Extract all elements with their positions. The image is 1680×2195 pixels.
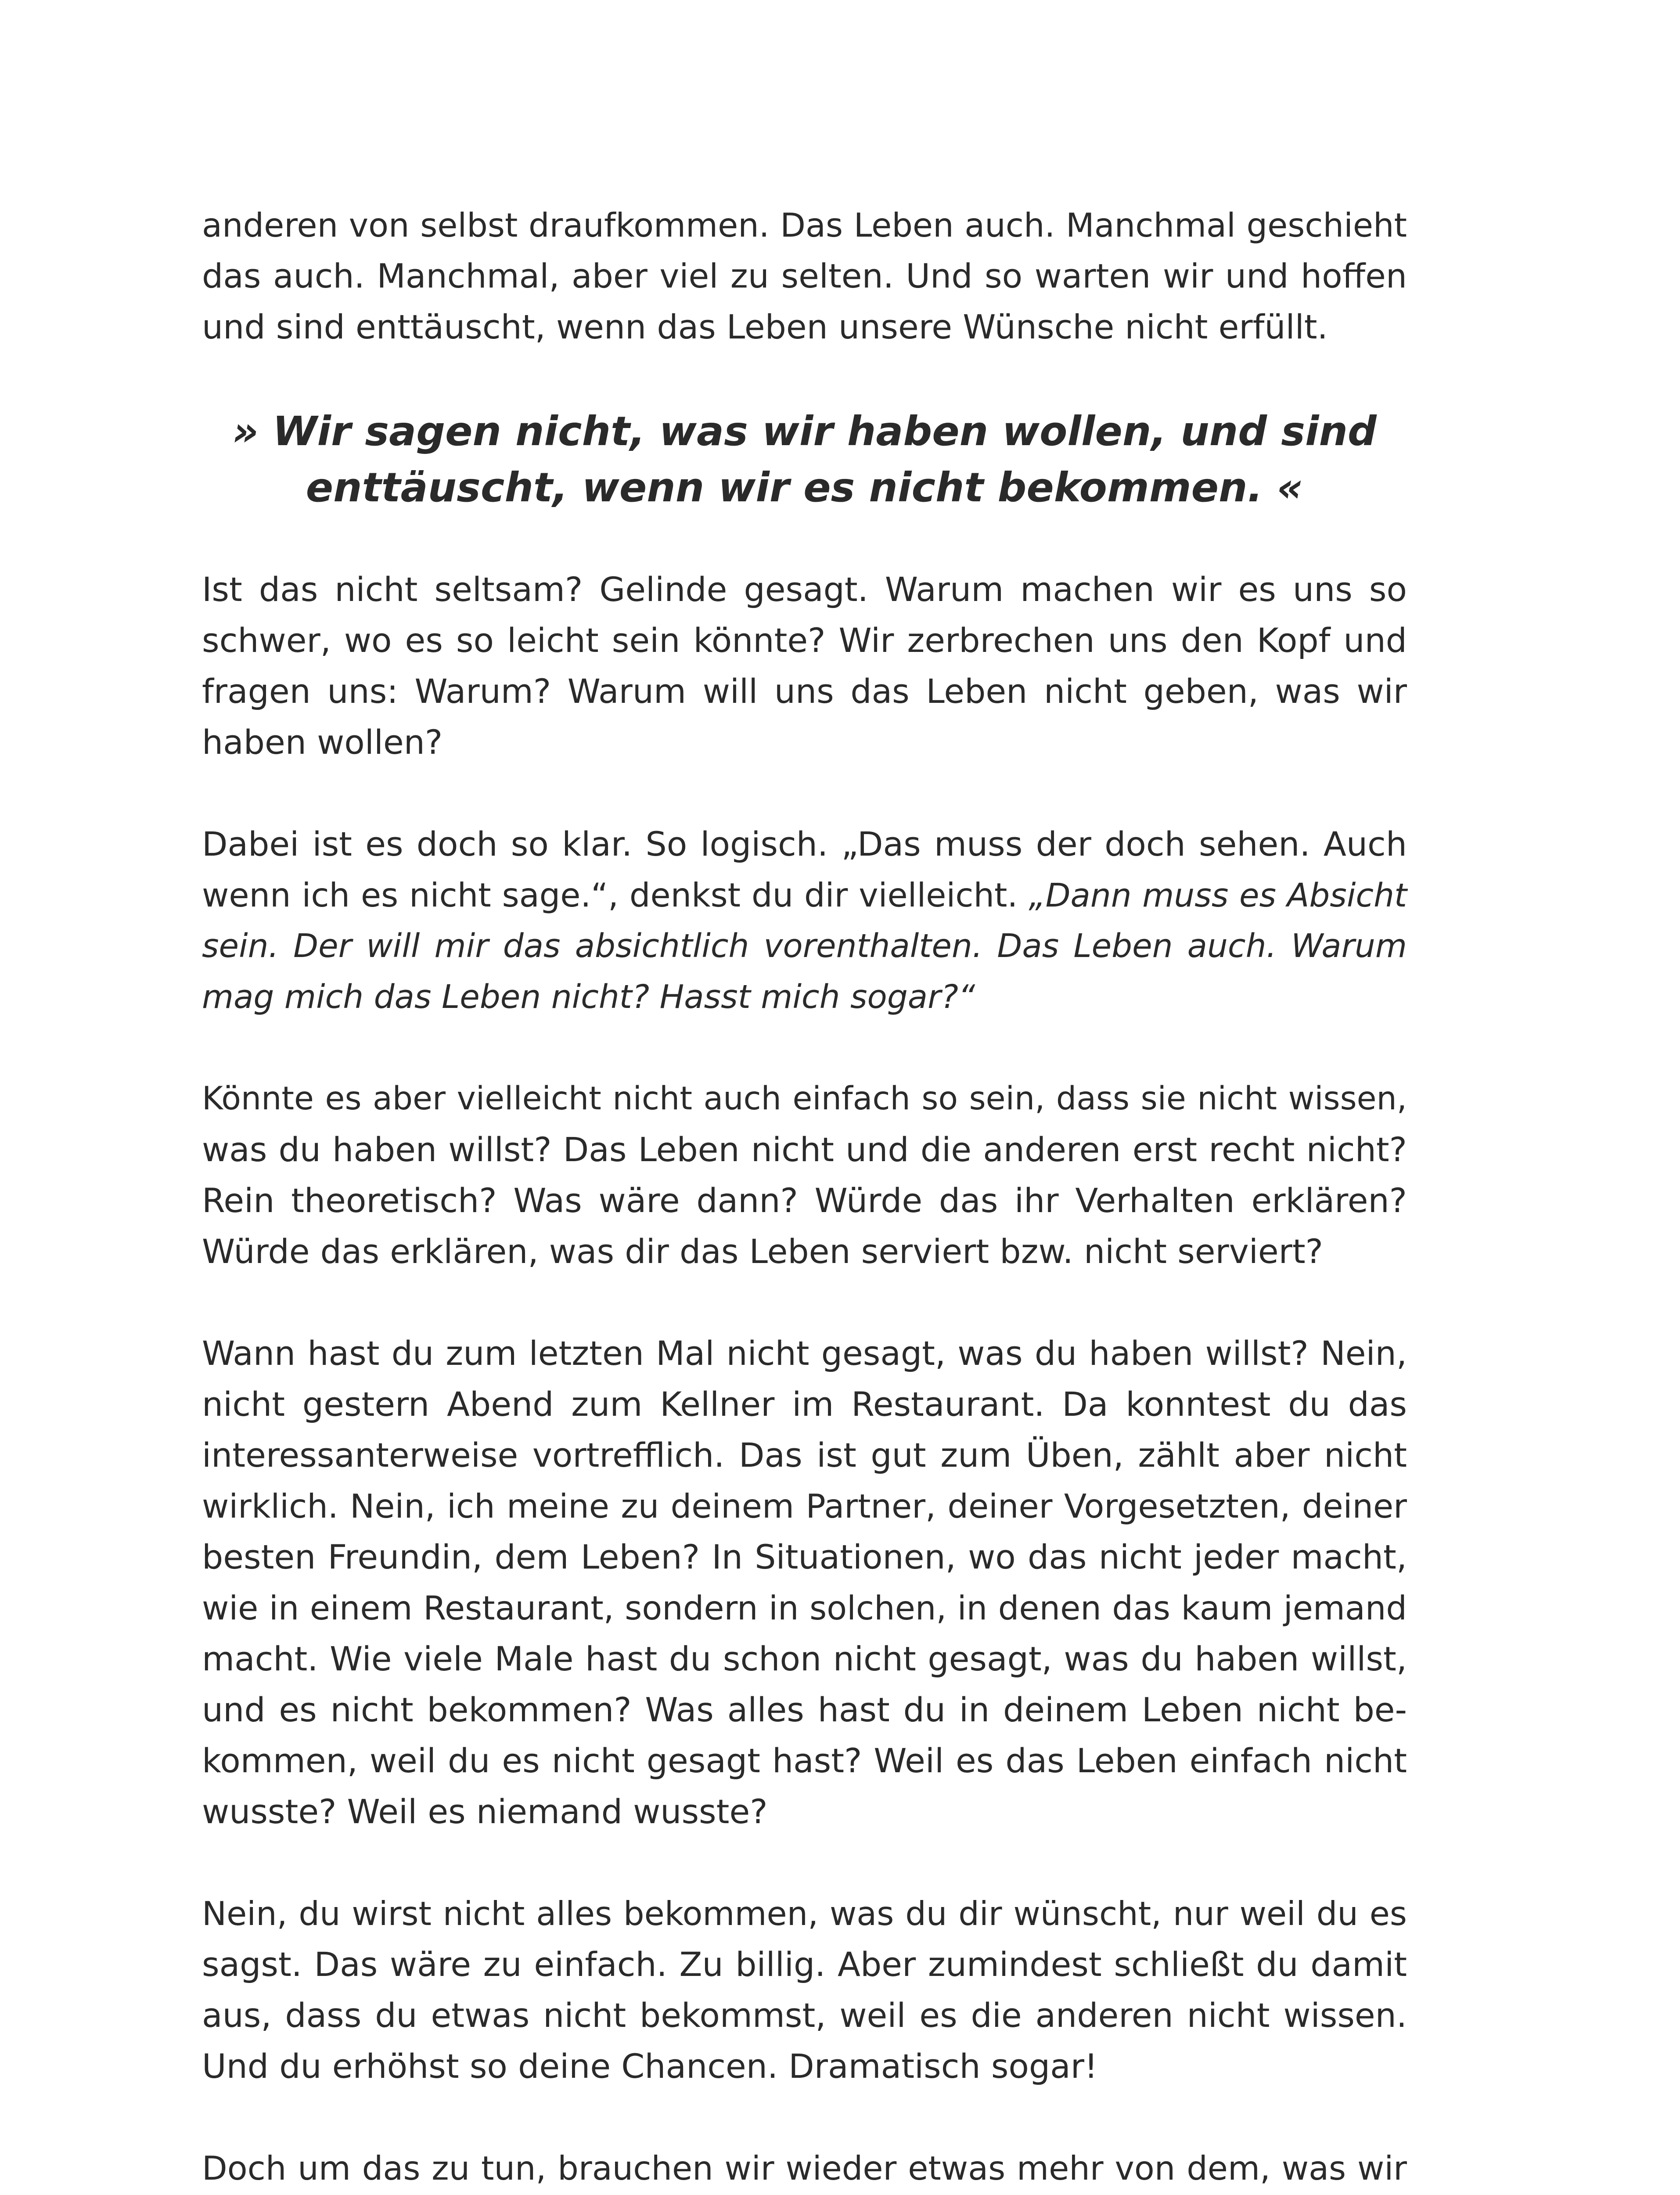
text-line: schwer, wo es so leicht sein könnte? Wir zerbrechen uns den Kopf und bbox=[202, 621, 1407, 660]
text-line: fragen uns: Warum? Warum will uns das Leben nicht geben, was wir bbox=[202, 672, 1407, 711]
text-line: kommen, weil du es nicht gesagt hast? Weil es das Leben einfach nicht bbox=[202, 1741, 1407, 1780]
text-line: haben wollen? bbox=[202, 723, 443, 762]
pull-quote bbox=[202, 403, 1407, 516]
text-italic: „Dann muss es Absicht bbox=[1029, 877, 1407, 914]
page-body bbox=[202, 200, 1407, 2195]
pull-quote-line: » Wir sagen nicht, was wir haben wollen, und sind bbox=[232, 408, 1377, 455]
text-line: Könnte es aber vielleicht nicht auch einfach so sein, dass sie nicht wissen, bbox=[202, 1080, 1407, 1117]
text-line bbox=[202, 870, 1407, 921]
text-line: besten Freundin, dem Leben? In Situationen, wo das nicht jeder macht, bbox=[202, 1537, 1407, 1576]
text-line-italic: sein. Der will mir das absichtlich vorenthalten. Das Leben auch. Warum bbox=[202, 927, 1407, 965]
text-line: Doch um das zu tun, brauchen wir wieder etwas mehr von dem, was wir bbox=[202, 2149, 1407, 2188]
paragraph-3 bbox=[202, 1073, 1407, 1277]
text-line: wusste? Weil es niemand wusste? bbox=[202, 1792, 768, 1831]
text-line: Und du erhöhst so deine Chancen. Dramatisch sogar! bbox=[202, 2047, 1098, 2086]
text-plain: wenn ich es nicht sage.“, denkst du dir vielleicht. bbox=[202, 876, 1029, 914]
text-line: Rein theoretisch? Was wäre dann? Würde das ihr Verhalten erklären? bbox=[202, 1181, 1407, 1220]
text-line: Ist das nicht seltsam? Gelinde gesagt. Warum machen wir es uns so bbox=[202, 570, 1407, 609]
paragraph-2 bbox=[202, 819, 1407, 1022]
text-line: macht. Wie viele Male hast du schon nicht gesagt, was du haben willst, bbox=[202, 1639, 1407, 1678]
text-line: wirklich. Nein, ich meine zu deinem Partner, deiner Vorgesetzten, deiner bbox=[202, 1487, 1407, 1526]
text-line: nicht gestern Abend zum Kellner im Restaurant. Da konntest du das bbox=[202, 1385, 1407, 1424]
text-line: das auch. Manchmal, aber viel zu selten. Und so warten wir und hoffen bbox=[202, 256, 1407, 295]
paragraph-6 bbox=[202, 2143, 1407, 2195]
paragraph-1 bbox=[202, 564, 1407, 768]
text-line: was du haben willst? Das Leben nicht und die anderen erst recht nicht? bbox=[202, 1130, 1407, 1169]
pull-quote-line: enttäuscht, wenn wir es nicht bekommen. « bbox=[306, 464, 1303, 511]
paragraph-4 bbox=[202, 1328, 1407, 1837]
text-line: sagst. Das wäre zu einfach. Zu billig. Aber zumindest schließt du damit bbox=[202, 1945, 1407, 1984]
text-line: wie in einem Restaurant, sondern in solchen, in denen das kaum jemand bbox=[202, 1589, 1407, 1627]
text-line-italic: mag mich das Leben nicht? Hasst mich sogar?“ bbox=[202, 978, 975, 1016]
text-line: Nein, du wirst nicht alles bekommen, was du dir wünscht, nur weil du es bbox=[202, 1894, 1407, 1933]
text-line: anderen von selbst draufkommen. Das Leben auch. Manchmal geschieht bbox=[202, 206, 1407, 245]
text-line: aus, dass du etwas nicht bekommst, weil es die anderen nicht wissen. bbox=[202, 1996, 1407, 2035]
text-line: Dabei ist es doch so klar. So logisch. „Das muss der doch sehen. Auch bbox=[202, 824, 1407, 864]
text-line: interessanterweise vortrefflich. Das ist gut zum Üben, zählt aber nicht bbox=[202, 1436, 1407, 1475]
text-line: und sind enttäuscht, wenn das Leben unsere Wünsche nicht erfüllt. bbox=[202, 307, 1328, 346]
paragraph-5 bbox=[202, 1888, 1407, 2092]
paragraph-intro bbox=[202, 200, 1407, 353]
text-line: Wann hast du zum letzten Mal nicht gesagt, was du haben willst? Nein, bbox=[202, 1334, 1407, 1373]
text-line: Würde das erklären, was dir das Leben serviert bzw. nicht serviert? bbox=[202, 1232, 1323, 1271]
text-line: und es nicht bekommen? Was alles hast du in deinem Leben nicht be- bbox=[202, 1690, 1407, 1729]
